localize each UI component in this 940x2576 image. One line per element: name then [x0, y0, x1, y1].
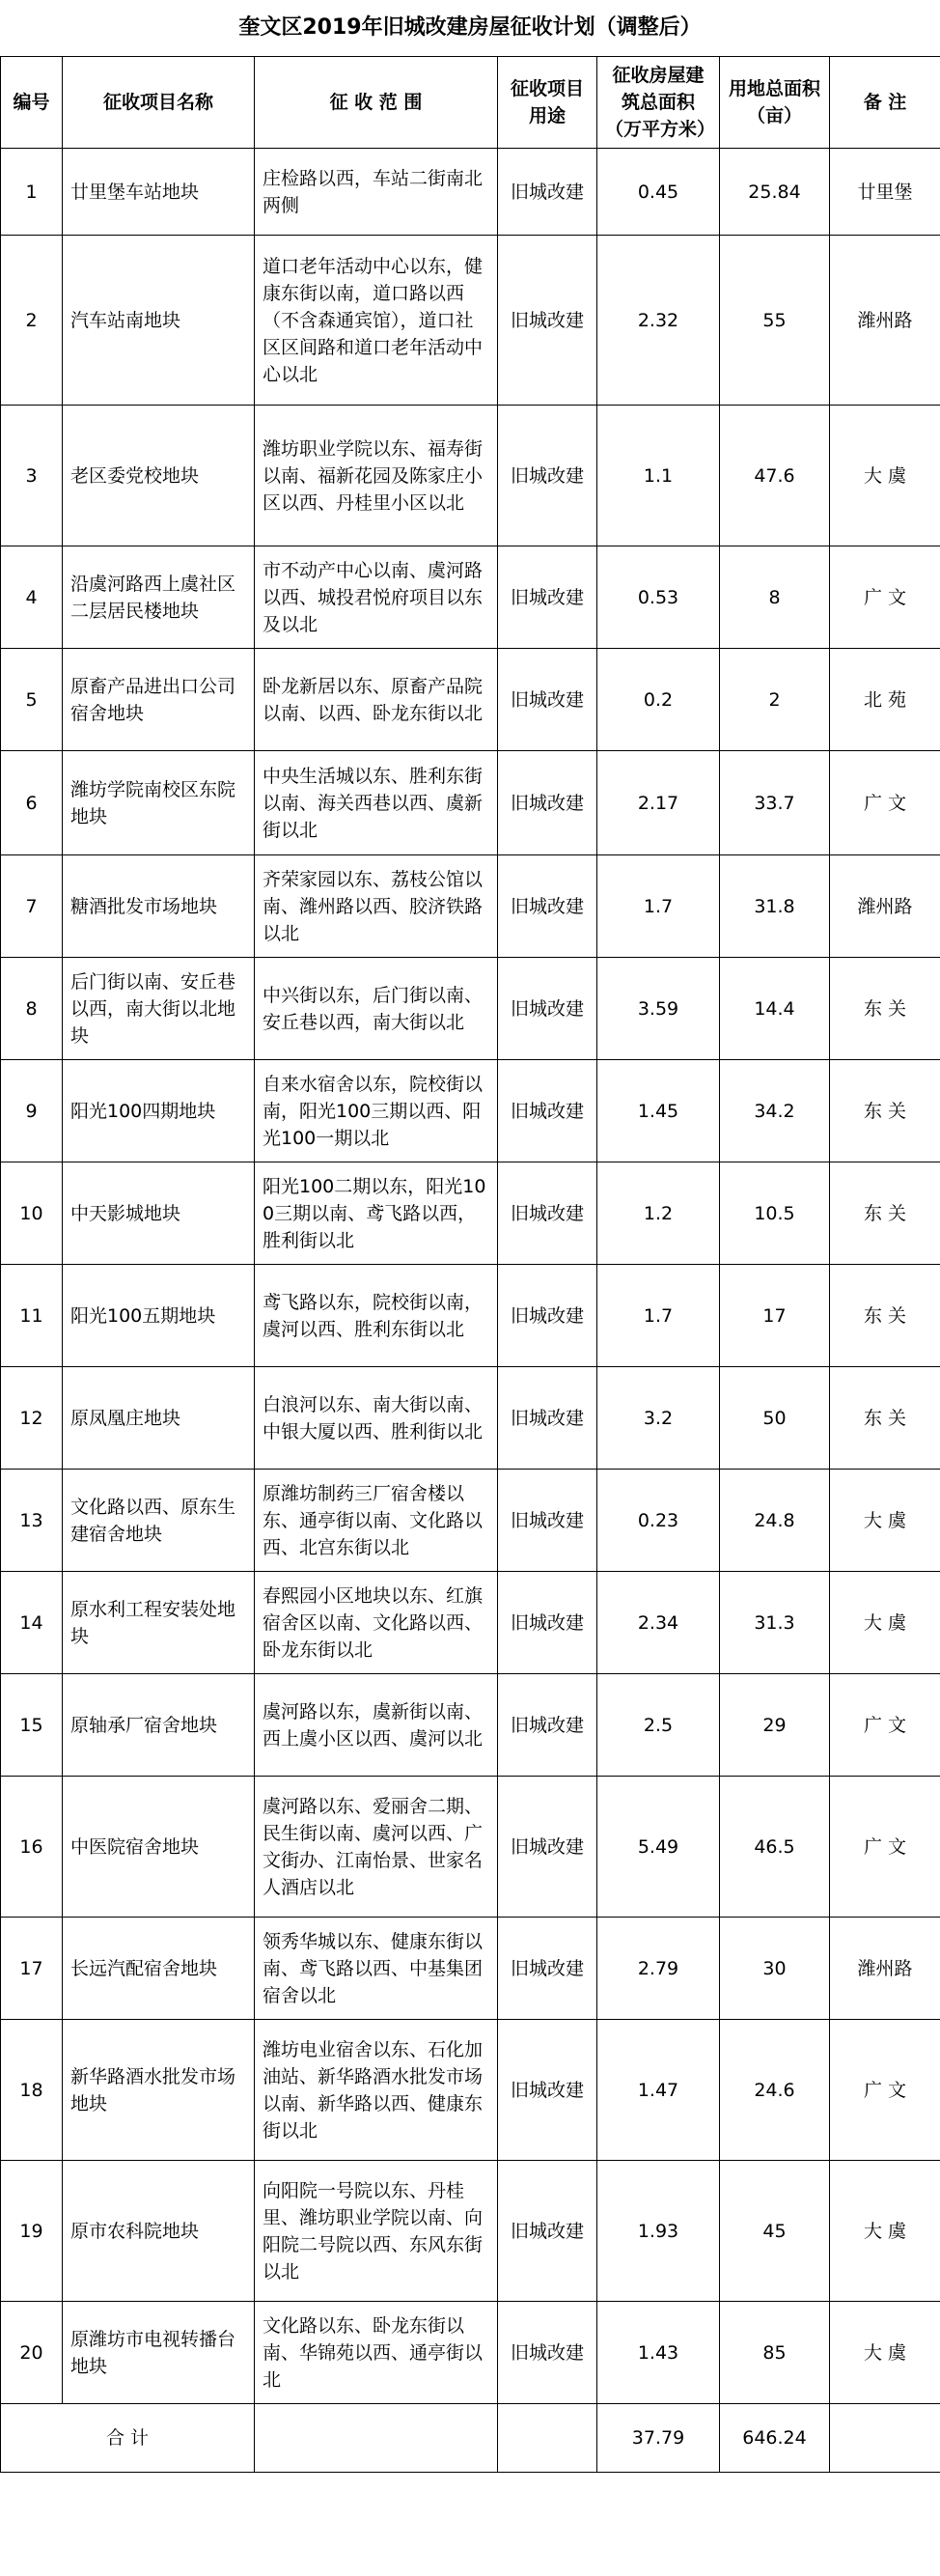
table-row: [1, 1060, 940, 1162]
land-area: 29: [720, 1674, 830, 1777]
land-area: 55: [720, 236, 830, 406]
project-name: 汽车站南地块: [63, 236, 255, 406]
table-row: [1, 2020, 940, 2161]
land-area: 30: [720, 1918, 830, 2020]
project-name: 原潍坊市电视转播台地块: [63, 2302, 255, 2404]
row-note: 东 关: [830, 1265, 940, 1367]
table-row: [1, 2161, 940, 2302]
project-use: 旧城改建: [498, 236, 597, 406]
project-scope: 春熙园小区地块以东、红旗宿舍区以南、文化路以西、卧龙东街以北: [255, 1572, 498, 1674]
row-note: 东 关: [830, 1060, 940, 1162]
row-note: 东 关: [830, 1162, 940, 1265]
project-name: 后门街以南、安丘巷以西，南大街以北地块: [63, 958, 255, 1060]
project-scope: 文化路以东、卧龙东街以南、华锦苑以西、通亭街以北: [255, 2302, 498, 2404]
project-name: 原凤凰庄地块: [63, 1367, 255, 1470]
row-number: 1: [1, 149, 63, 236]
table-row: [1, 958, 940, 1060]
building-area: 0.53: [597, 546, 720, 649]
project-use: 旧城改建: [498, 406, 597, 546]
row-number: 17: [1, 1918, 63, 2020]
land-area: 45: [720, 2161, 830, 2302]
row-number: 20: [1, 2302, 63, 2404]
project-use: 旧城改建: [498, 1470, 597, 1572]
building-area: 0.2: [597, 649, 720, 751]
building-area: 0.23: [597, 1470, 720, 1572]
table-row: [1, 1777, 940, 1918]
table-row: [1, 855, 940, 958]
land-area: 47.6: [720, 406, 830, 546]
table-row: [1, 1470, 940, 1572]
project-name: 原畜产品进出口公司宿舍地块: [63, 649, 255, 751]
building-area: 3.59: [597, 958, 720, 1060]
project-scope: 向阳院一号院以东、丹桂里、潍坊职业学院以南、向阳院二号院以西、东风东街以北: [255, 2161, 498, 2302]
row-number: 16: [1, 1777, 63, 1918]
row-note: 广 文: [830, 546, 940, 649]
row-number: 7: [1, 855, 63, 958]
building-area: 3.2: [597, 1367, 720, 1470]
land-area: 85: [720, 2302, 830, 2404]
header-note: 备 注: [830, 57, 940, 149]
land-area: 10.5: [720, 1162, 830, 1265]
land-area: 17: [720, 1265, 830, 1367]
table-row: [1, 149, 940, 236]
row-number: 2: [1, 236, 63, 406]
project-use: 旧城改建: [498, 958, 597, 1060]
project-scope: 阳光100二期以东，阳光100三期以南、鸢飞路以西，胜利街以北: [255, 1162, 498, 1265]
row-number: 3: [1, 406, 63, 546]
building-area: 1.93: [597, 2161, 720, 2302]
project-scope: 中央生活城以东、胜利东街以南、海关西巷以西、虞新街以北: [255, 751, 498, 855]
header-no: 编号: [1, 57, 63, 149]
row-note: 东 关: [830, 958, 940, 1060]
building-area: 2.17: [597, 751, 720, 855]
building-area: 2.34: [597, 1572, 720, 1674]
project-name: 原轴承厂宿舍地块: [63, 1674, 255, 1777]
row-number: 13: [1, 1470, 63, 1572]
requisition-table: [0, 56, 940, 2473]
project-use: 旧城改建: [498, 2020, 597, 2161]
row-note: 潍州路: [830, 236, 940, 406]
building-area: 1.47: [597, 2020, 720, 2161]
row-number: 19: [1, 2161, 63, 2302]
row-number: 18: [1, 2020, 63, 2161]
project-scope: 白浪河以东、南大街以南、中银大厦以西、胜利街以北: [255, 1367, 498, 1470]
building-area: 1.7: [597, 855, 720, 958]
land-area: 2: [720, 649, 830, 751]
project-scope: 领秀华城以东、健康东街以南、鸢飞路以西、中基集团宿舍以北: [255, 1918, 498, 2020]
land-area: 50: [720, 1367, 830, 1470]
row-number: 15: [1, 1674, 63, 1777]
project-scope: 潍坊电业宿舍以东、石化加油站、新华路酒水批发市场以南、新华路以西、健康东街以北: [255, 2020, 498, 2161]
project-scope: 自来水宿舍以东，院校街以南，阳光100三期以西、阳光100一期以北: [255, 1060, 498, 1162]
project-use: 旧城改建: [498, 2161, 597, 2302]
project-scope: 庄检路以西，车站二街南北两侧: [255, 149, 498, 236]
header-name: 征收项目名称: [63, 57, 255, 149]
project-scope: 齐荣家园以东、荔枝公馆以南、潍州路以西、胶济铁路以北: [255, 855, 498, 958]
land-area: 14.4: [720, 958, 830, 1060]
row-number: 4: [1, 546, 63, 649]
table-row: [1, 1572, 940, 1674]
project-name: 阳光100五期地块: [63, 1265, 255, 1367]
table-row: [1, 1367, 940, 1470]
total-empty-use: [498, 2404, 597, 2473]
total-row: [1, 2404, 940, 2473]
project-use: 旧城改建: [498, 649, 597, 751]
row-note: 东 关: [830, 1367, 940, 1470]
land-area: 33.7: [720, 751, 830, 855]
project-scope: 原潍坊制药三厂宿舍楼以东、通亭街以南、文化路以西、北宫东街以北: [255, 1470, 498, 1572]
document-title: 奎文区2019年旧城改建房屋征收计划（调整后）: [238, 15, 702, 40]
header-area: 征收房屋建筑总面积（万平方米）: [597, 57, 720, 149]
project-use: 旧城改建: [498, 1367, 597, 1470]
building-area: 2.5: [597, 1674, 720, 1777]
row-number: 8: [1, 958, 63, 1060]
project-use: 旧城改建: [498, 149, 597, 236]
land-area: 24.6: [720, 2020, 830, 2161]
total-area: 37.79: [597, 2404, 720, 2473]
total-empty-note: [830, 2404, 940, 2473]
project-name: 廿里堡车站地块: [63, 149, 255, 236]
table-row: [1, 1918, 940, 2020]
building-area: 1.1: [597, 406, 720, 546]
land-area: 25.84: [720, 149, 830, 236]
project-use: 旧城改建: [498, 1162, 597, 1265]
row-note: 广 文: [830, 751, 940, 855]
row-note: 潍州路: [830, 1918, 940, 2020]
project-name: 沿虞河路西上虞社区二层居民楼地块: [63, 546, 255, 649]
row-note: 大 虞: [830, 406, 940, 546]
row-number: 9: [1, 1060, 63, 1162]
project-scope: 中兴街以东，后门街以南、安丘巷以西，南大街以北: [255, 958, 498, 1060]
project-name: 新华路酒水批发市场地块: [63, 2020, 255, 2161]
building-area: 2.32: [597, 236, 720, 406]
project-use: 旧城改建: [498, 1265, 597, 1367]
project-use: 旧城改建: [498, 1918, 597, 2020]
project-scope: 虞河路以东，虞新街以南、西上虞小区以西、虞河以北: [255, 1674, 498, 1777]
land-area: 46.5: [720, 1777, 830, 1918]
project-use: 旧城改建: [498, 751, 597, 855]
header-land: 用地总面积（亩）: [720, 57, 830, 149]
table-row: [1, 1162, 940, 1265]
table-row: [1, 1674, 940, 1777]
project-name: 中天影城地块: [63, 1162, 255, 1265]
land-area: 34.2: [720, 1060, 830, 1162]
row-note: 大 虞: [830, 1572, 940, 1674]
row-number: 12: [1, 1367, 63, 1470]
project-scope: 市不动产中心以南、虞河路以西、城投君悦府项目以东及以北: [255, 546, 498, 649]
table-row: [1, 236, 940, 406]
building-area: 1.7: [597, 1265, 720, 1367]
building-area: 2.79: [597, 1918, 720, 2020]
row-note: 大 虞: [830, 2161, 940, 2302]
project-name: 原市农科院地块: [63, 2161, 255, 2302]
total-land: 646.24: [720, 2404, 830, 2473]
row-note: 广 文: [830, 1777, 940, 1918]
table-row: [1, 1265, 940, 1367]
building-area: 5.49: [597, 1777, 720, 1918]
project-scope: 潍坊职业学院以东、福寿街以南、福新花园及陈家庄小区以西、丹桂里小区以北: [255, 406, 498, 546]
header-row: [1, 57, 940, 149]
project-use: 旧城改建: [498, 2302, 597, 2404]
row-number: 14: [1, 1572, 63, 1674]
header-use: 征收项目用途: [498, 57, 597, 149]
project-scope: 道口老年活动中心以东，健康东街以南，道口路以西（不含森通宾馆），道口社区区间路和道口老年活动中心以北: [255, 236, 498, 406]
land-area: 31.8: [720, 855, 830, 958]
land-area: 31.3: [720, 1572, 830, 1674]
table-row: [1, 649, 940, 751]
total-empty-scope: [255, 2404, 498, 2473]
table-row: [1, 546, 940, 649]
building-area: 0.45: [597, 149, 720, 236]
building-area: 1.45: [597, 1060, 720, 1162]
project-use: 旧城改建: [498, 1060, 597, 1162]
building-area: 1.43: [597, 2302, 720, 2404]
table-row: [1, 406, 940, 546]
row-note: 大 虞: [830, 1470, 940, 1572]
project-name: 潍坊学院南校区东院地块: [63, 751, 255, 855]
row-note: 广 文: [830, 1674, 940, 1777]
land-area: 8: [720, 546, 830, 649]
row-note: 大 虞: [830, 2302, 940, 2404]
project-use: 旧城改建: [498, 1777, 597, 1918]
row-number: 11: [1, 1265, 63, 1367]
project-name: 文化路以西、原东生建宿舍地块: [63, 1470, 255, 1572]
project-name: 长远汽配宿舍地块: [63, 1918, 255, 2020]
row-note: 潍州路: [830, 855, 940, 958]
project-use: 旧城改建: [498, 1674, 597, 1777]
project-use: 旧城改建: [498, 1572, 597, 1674]
project-use: 旧城改建: [498, 546, 597, 649]
row-note: 北 苑: [830, 649, 940, 751]
row-number: 5: [1, 649, 63, 751]
header-scope: 征 收 范 围: [255, 57, 498, 149]
table-row: [1, 751, 940, 855]
project-name: 糖酒批发市场地块: [63, 855, 255, 958]
project-name: 中医院宿舍地块: [63, 1777, 255, 1918]
project-scope: 虞河路以东、爱丽舍二期、民生街以南、虞河以西、广文街办、江南怡景、世家名人酒店以北: [255, 1777, 498, 1918]
table-row: [1, 2302, 940, 2404]
project-use: 旧城改建: [498, 855, 597, 958]
building-area: 1.2: [597, 1162, 720, 1265]
row-number: 10: [1, 1162, 63, 1265]
row-number: 6: [1, 751, 63, 855]
row-note: 廿里堡: [830, 149, 940, 236]
project-name: 阳光100四期地块: [63, 1060, 255, 1162]
project-name: 老区委党校地块: [63, 406, 255, 546]
land-area: 24.8: [720, 1470, 830, 1572]
total-label: 合 计: [1, 2404, 255, 2473]
project-name: 原水利工程安装处地块: [63, 1572, 255, 1674]
row-note: 广 文: [830, 2020, 940, 2161]
project-scope: 鸢飞路以东，院校街以南，虞河以西、胜利东街以北: [255, 1265, 498, 1367]
project-scope: 卧龙新居以东、原畜产品院以南、以西、卧龙东街以北: [255, 649, 498, 751]
